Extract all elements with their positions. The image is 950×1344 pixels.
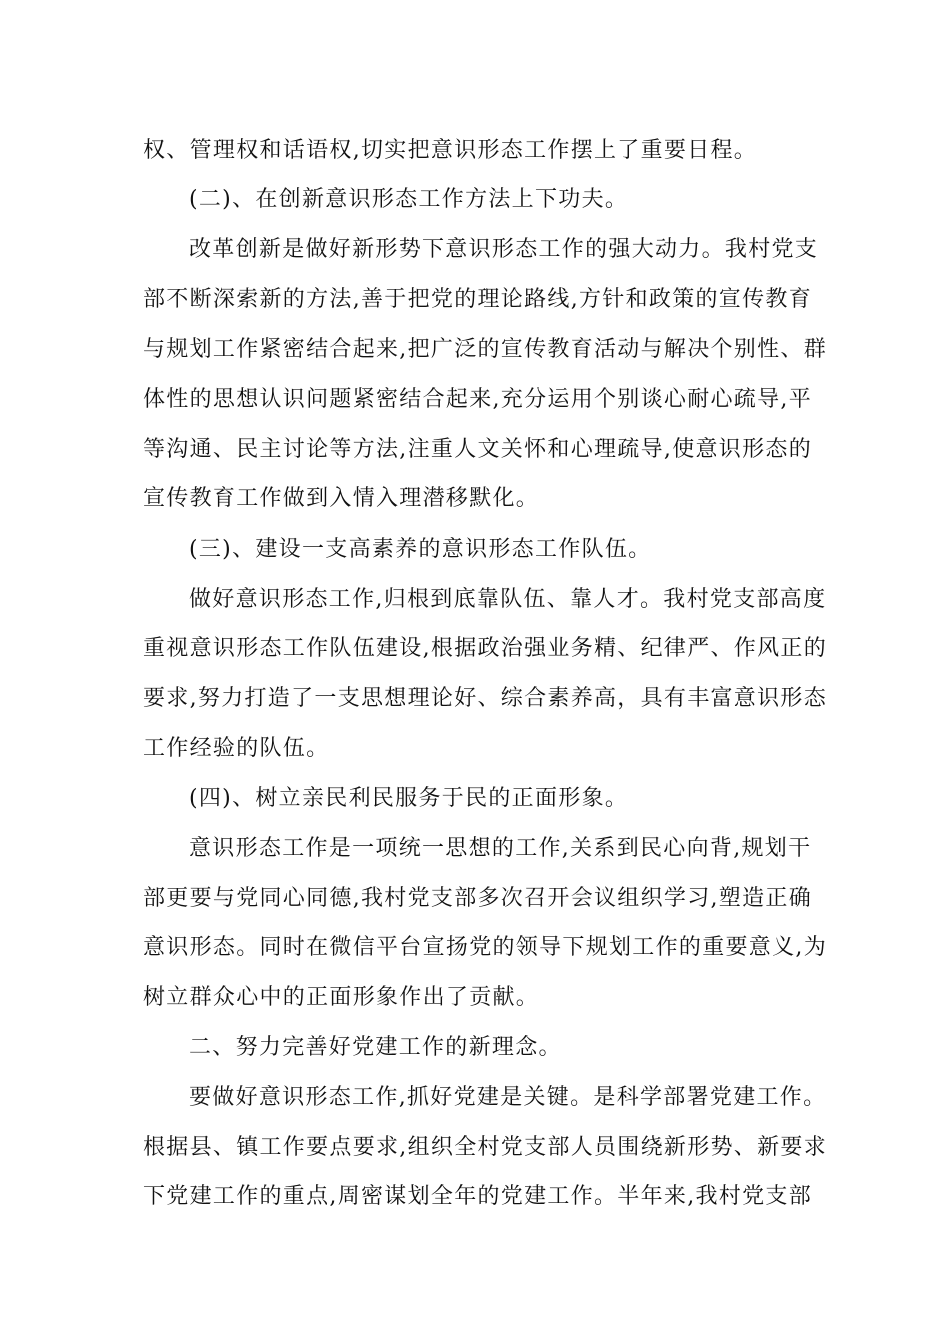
text-line: 下党建工作的重点,周密谋划全年的党建工作。半年来,我村党支部 [143, 1184, 812, 1209]
text-line: 宣传教育工作做到入情入理潜移默化。 [143, 486, 540, 511]
section-heading: (二)、在创新意识形态工作方法上下功夫。 [189, 187, 629, 212]
text-line: 体性的思想认识问题紧密结合起来,充分运用个别谈心耐心疏导,平 [143, 387, 812, 412]
text-line: 要做好意识形态工作,抓好党建是关键。是科学部署党建工作。 [189, 1085, 827, 1110]
text-line: 与规划工作紧密结合起来,把广泛的宣传教育活动与解决个别性、群 [143, 337, 827, 362]
text-line: 意识形态工作是一项统一思想的工作,关系到民心向背,规划干 [189, 836, 812, 861]
section-heading: 二、努力完善好党建工作的新理念。 [189, 1035, 562, 1060]
text-line: 权、管理权和话语权,切实把意识形态工作摆上了重要日程。 [143, 138, 758, 163]
text-line: 根据县、镇工作要点要求,组织全村党支部人员围绕新形势、新要求 [143, 1135, 827, 1160]
text-line: 做好意识形态工作,归根到底靠队伍、靠人才。我村党支部高度 [189, 587, 827, 612]
section-heading: (四)、树立亲民利民服务于民的正面形象。 [189, 786, 629, 811]
text-line: 工作经验的队伍。 [143, 736, 330, 761]
text-line: 等沟通、民主讨论等方法,注重人文关怀和心理疏导,使意识形态的 [143, 437, 812, 462]
text-line: 意识形态。同时在微信平台宣扬党的领导下规划工作的重要意义,为 [143, 935, 827, 960]
text-line: 要求,努力打造了一支思想理论好、综合素养高，具有丰富意识形态 [143, 686, 827, 711]
text-line: 改革创新是做好新形势下意识形态工作的强大动力。我村党支 [189, 237, 819, 262]
text-line: 部不断深索新的方法,善于把党的理论路线,方针和政策的宣传教育 [143, 287, 812, 312]
text-line: 部更要与党同心同德,我村党支部多次召开会议组织学习,塑造正确 [143, 886, 812, 911]
text-line: 重视意识形态工作队伍建设,根据政治强业务精、纪律严、作风正的 [143, 636, 827, 661]
text-line: 树立群众心中的正面形象作出了贡献。 [143, 985, 540, 1010]
section-heading: (三)、建设一支高素养的意识形态工作队伍。 [189, 537, 652, 562]
